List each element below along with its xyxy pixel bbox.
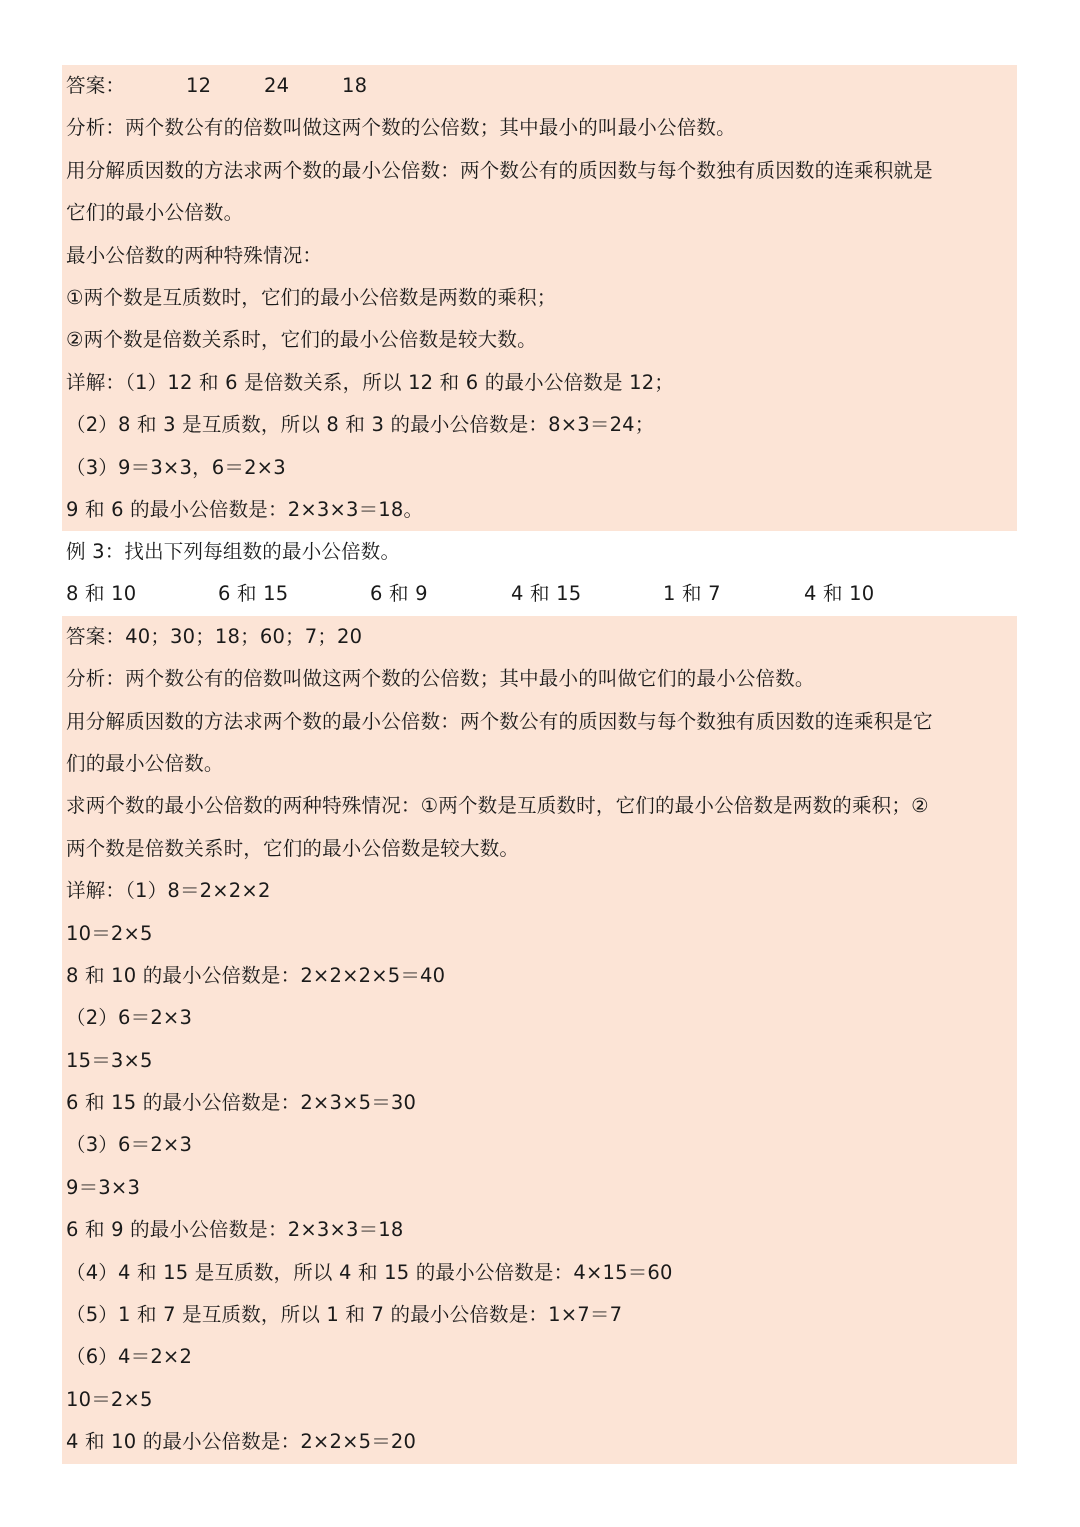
solution-line: 15＝3×5: [66, 1048, 153, 1072]
answer-value: 12: [186, 74, 212, 97]
solution-line: （3）6＝2×3: [66, 1133, 193, 1157]
solution-line: 10＝2×5: [66, 1387, 153, 1411]
analysis-line: 分析：两个数公有的倍数叫做这两个数的公倍数；其中最小的叫最小公倍数。: [66, 116, 736, 140]
answer-value: 18: [342, 74, 368, 97]
answer-line: 答案：40；30；18；60；7；20: [66, 624, 363, 648]
answer-block-2: [62, 616, 1017, 1464]
answer-block-1: [62, 65, 1017, 531]
method-line-cont: 它们的最小公倍数。: [66, 201, 244, 225]
example-item: 4 和 10: [804, 582, 875, 606]
method-line-cont: 们的最小公倍数。: [66, 751, 224, 775]
special-cases-line: 求两个数的最小公倍数的两种特殊情况：①两个数是互质数时，它们的最小公倍数是两数的乘积；②: [66, 794, 929, 818]
special-cases-heading: 最小公倍数的两种特殊情况：: [66, 243, 323, 267]
special-case-2: ②两个数是倍数关系时，它们的最小公倍数是较大数。: [66, 328, 537, 352]
solution-line: （5）1 和 7 是互质数，所以 1 和 7 的最小公倍数是：1×7＝7: [66, 1303, 623, 1327]
answer-label: 答案：: [66, 74, 126, 97]
solution-line: 6 和 15 的最小公倍数是：2×3×5＝30: [66, 1091, 417, 1115]
solution-line: （2）8 和 3 是互质数，所以 8 和 3 的最小公倍数是：8×3＝24；: [66, 413, 655, 437]
solution-line: 9＝3×3: [66, 1175, 141, 1199]
answer-row: [66, 65, 1017, 107]
example-items: [66, 573, 1017, 615]
solution-line: （6）4＝2×2: [66, 1345, 193, 1369]
solution-line: （4）4 和 15 是互质数，所以 4 和 15 的最小公倍数是：4×15＝60: [66, 1260, 673, 1284]
solution-line: 8 和 10 的最小公倍数是：2×2×2×5＝40: [66, 963, 446, 987]
solution-line: 9 和 6 的最小公倍数是：2×3×3＝18。: [66, 497, 424, 521]
analysis-line: 分析：两个数公有的倍数叫做这两个数的公倍数；其中最小的叫做它们的最小公倍数。: [66, 667, 815, 691]
solution-line: 详解：（1）8＝2×2×2: [66, 879, 271, 903]
solution-line: 10＝2×5: [66, 921, 153, 945]
example-section: [62, 531, 1017, 616]
solution-line: （2）6＝2×3: [66, 1006, 193, 1030]
answer-value: 24: [264, 74, 290, 97]
example-item: 8 和 10: [66, 582, 137, 606]
solution-line: 6 和 9 的最小公倍数是：2×3×3＝18: [66, 1218, 404, 1242]
example-item: 6 和 9: [370, 582, 428, 606]
solution-line: （3）9＝3×3，6＝2×3: [66, 455, 286, 479]
special-case-1: ①两个数是互质数时，它们的最小公倍数是两数的乘积；: [66, 285, 557, 309]
method-line: 用分解质因数的方法求两个数的最小公倍数：两个数公有的质因数与每个数独有质因数的连乘积就是: [66, 158, 933, 182]
example-title: 例 3：找出下列每组数的最小公倍数。: [66, 540, 401, 563]
solution-line: 详解：（1）12 和 6 是倍数关系，所以 12 和 6 的最小公倍数是 12；: [66, 370, 674, 394]
example-item: 6 和 15: [218, 582, 289, 606]
example-item: 1 和 7: [663, 582, 721, 606]
method-line: 用分解质因数的方法求两个数的最小公倍数：两个数公有的质因数与每个数独有质因数的连乘积是它: [66, 709, 933, 733]
solution-line: 4 和 10 的最小公倍数是：2×2×5＝20: [66, 1430, 417, 1454]
special-cases-line-cont: 两个数是倍数关系时，它们的最小公倍数是较大数。: [66, 836, 520, 860]
example-item: 4 和 15: [511, 582, 582, 606]
worksheet-page: [62, 65, 1017, 1464]
